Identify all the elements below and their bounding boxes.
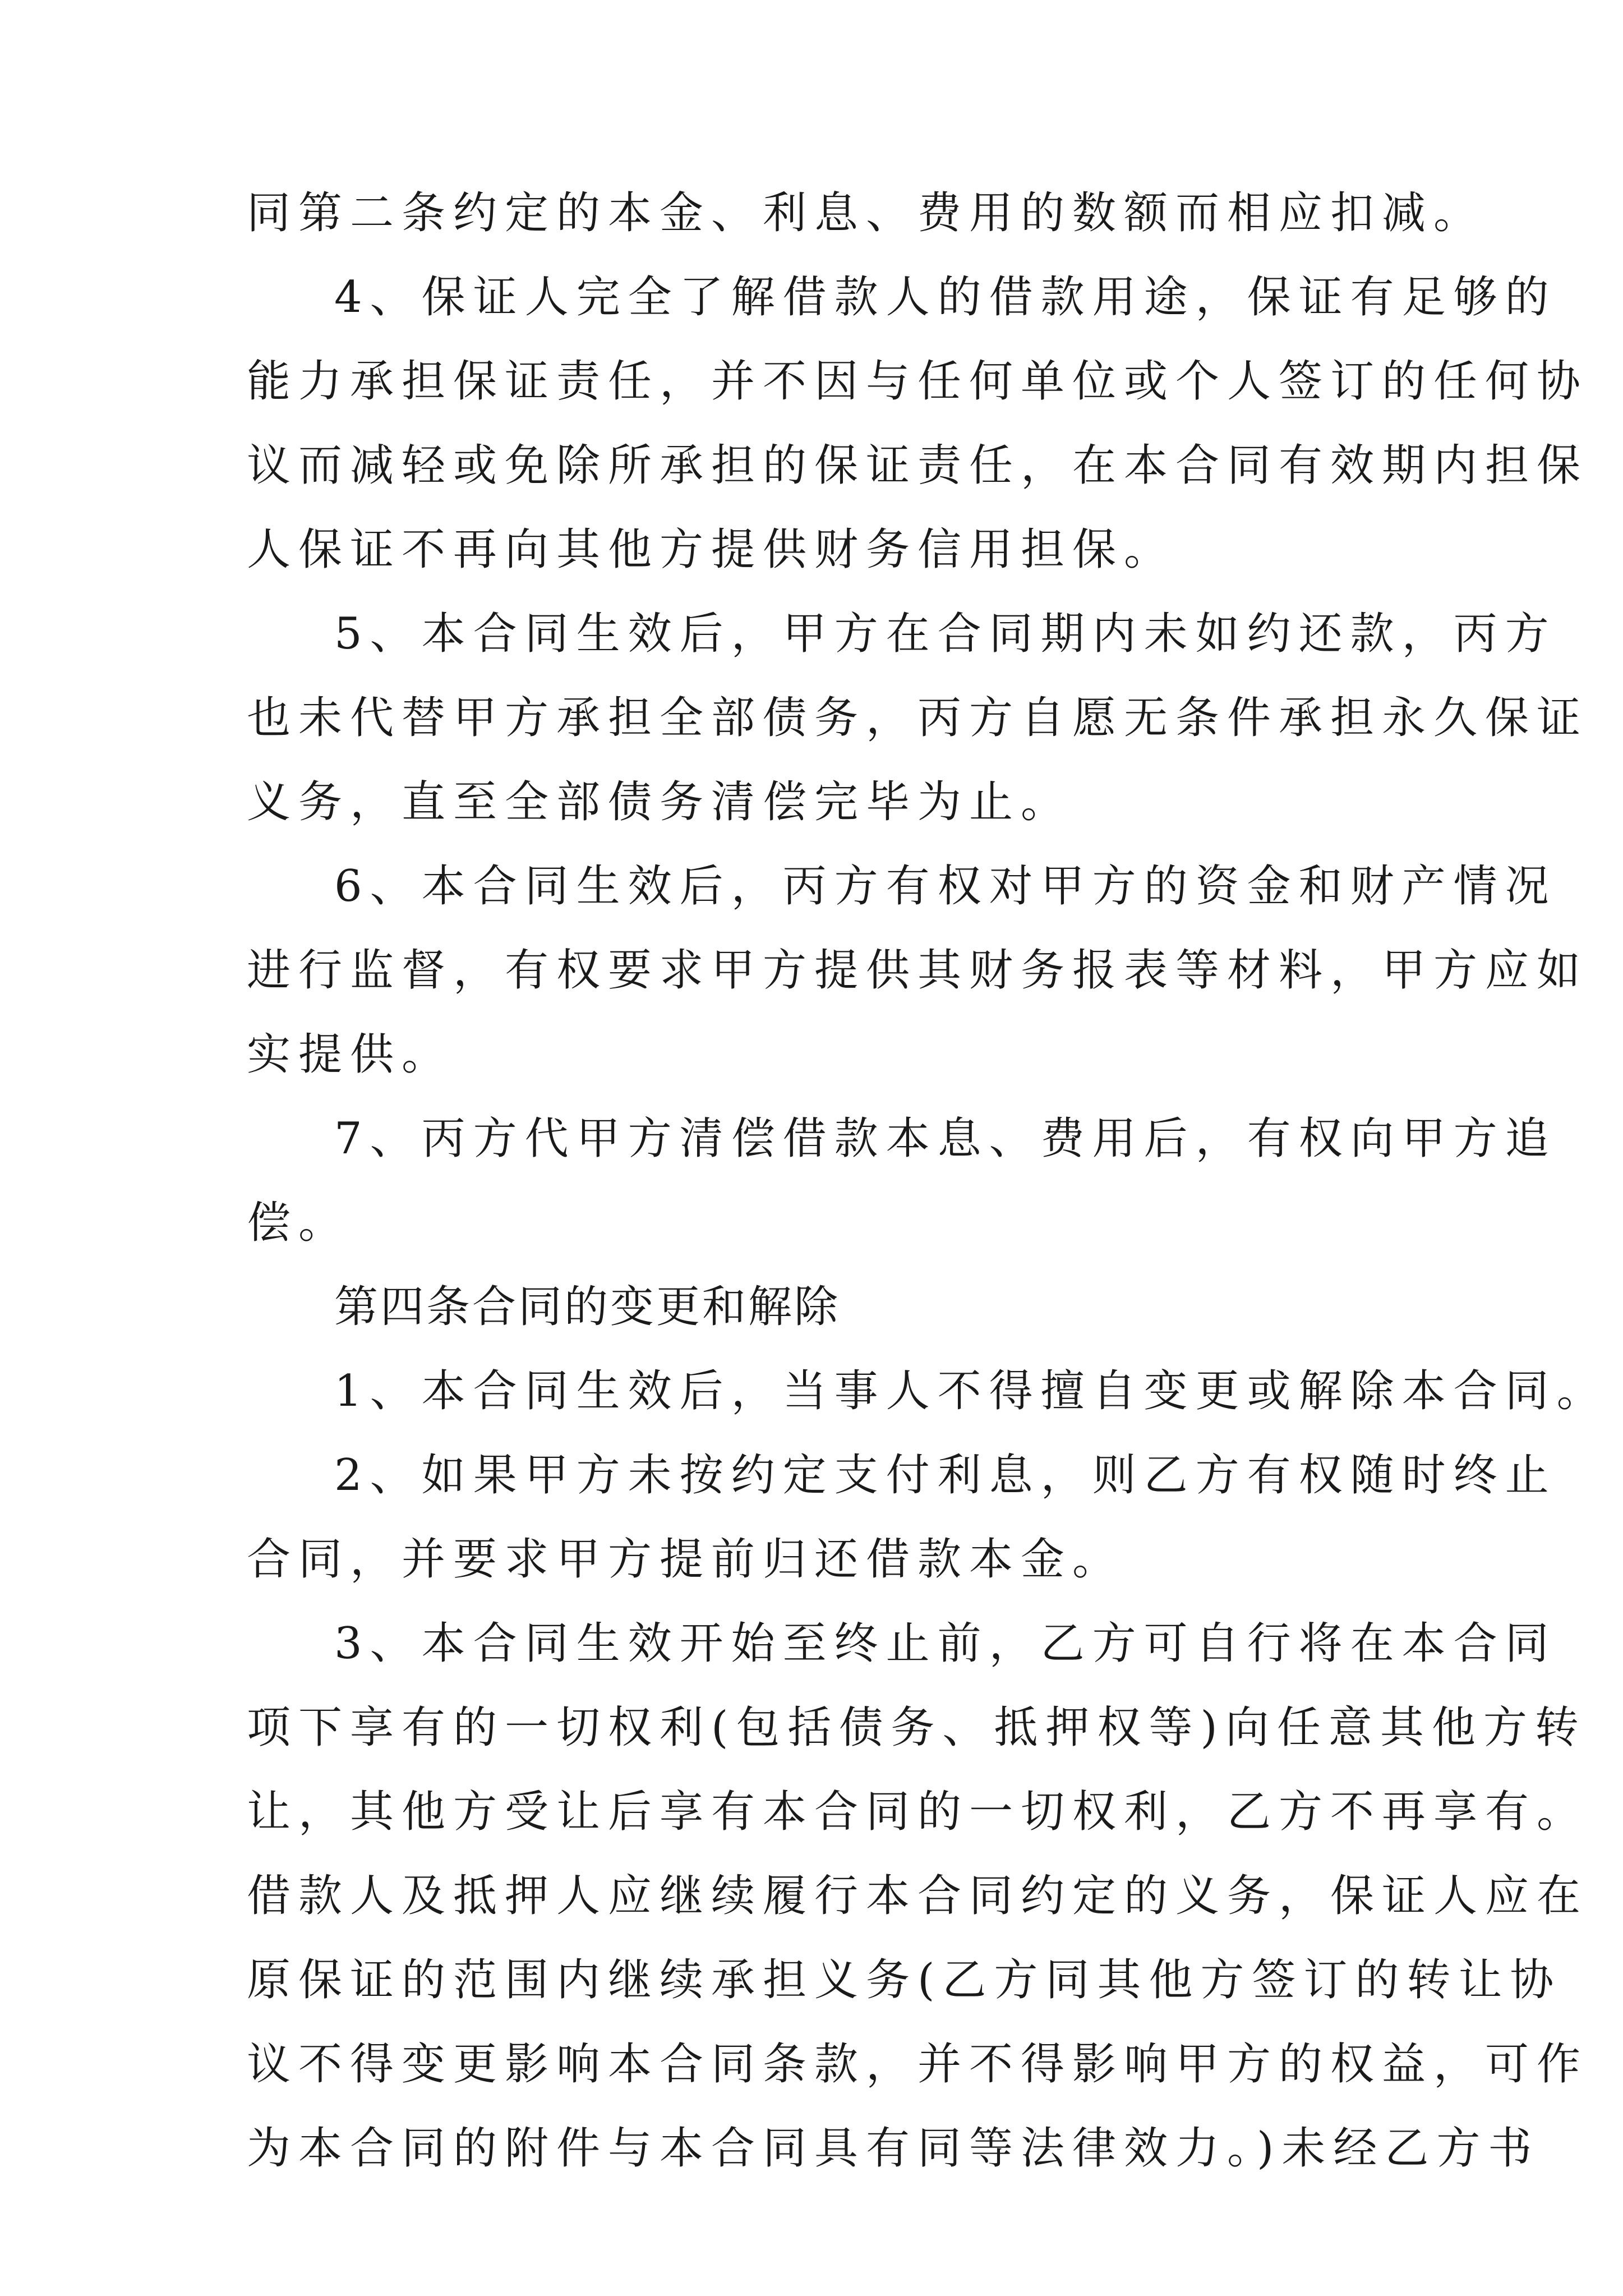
text-line: 借款人及抵押人应继续履行本合同约定的义务，保证人应在 [247, 1871, 1589, 1921]
text-line: 项下享有的一切权利(包括债务、抵押权等)向任意其他方转 [247, 1703, 1587, 1753]
clause-item-5: 5、本合同生效后，甲方在合同期内未如约还款，丙方 [334, 609, 1557, 659]
text-line: 也未代替甲方承担全部债务，丙方自愿无条件承担永久保证 [247, 693, 1589, 743]
text-line: 合同，并要求甲方提前归还借款本金。 [247, 1534, 1124, 1585]
clause-item-4: 4、保证人完全了解借款人的借款用途，保证有足够的 [334, 272, 1557, 323]
clause-item-7: 7、丙方代甲方清偿借款本息、费用后，有权向甲方追 [334, 1114, 1557, 1164]
clause-item-6: 6、本合同生效后，丙方有权对甲方的资金和财产情况 [334, 861, 1557, 912]
clause-item-2: 2、如果甲方未按约定支付利息，则乙方有权随时终止 [334, 1450, 1557, 1501]
text-line: 进行监督，有权要求甲方提供其财务报表等材料，甲方应如 [247, 945, 1589, 996]
clause-item-3: 3、本合同生效开始至终止前，乙方可自行将在本合同 [334, 1618, 1557, 1669]
text-line: 人保证不再向其他方提供财务信用担保。 [247, 524, 1176, 575]
text-line: 让，其他方受让后享有本合同的一切权利，乙方不再享有。 [247, 1787, 1589, 1837]
text-line: 义务，直至全部债务清偿完毕为止。 [247, 777, 1073, 827]
text-line: 实提供。 [247, 1029, 454, 1080]
text-line: 议不得变更影响本合同条款，并不得影响甲方的权益，可作 [247, 2039, 1589, 2090]
text-line: 能力承担保证责任，并不因与任何单位或个人签订的任何协 [247, 356, 1589, 407]
text-line: 同第二条约定的本金、利息、费用的数额而相应扣减。 [247, 188, 1486, 238]
text-line: 偿。 [247, 1198, 351, 1248]
section-heading: 第四条合同的变更和解除 [334, 1282, 841, 1332]
text-line: 原保证的范围内继续承担义务(乙方同其他方签订的转让协 [247, 1955, 1562, 2005]
text-line: 议而减轻或免除所承担的保证责任，在本合同有效期内担保 [247, 440, 1589, 491]
text-line: 为本合同的附件与本合同具有同等法律效力。)未经乙方书 [247, 2123, 1540, 2174]
clause-item-1: 1、本合同生效后，当事人不得擅自变更或解除本合同。 [334, 1366, 1608, 1416]
